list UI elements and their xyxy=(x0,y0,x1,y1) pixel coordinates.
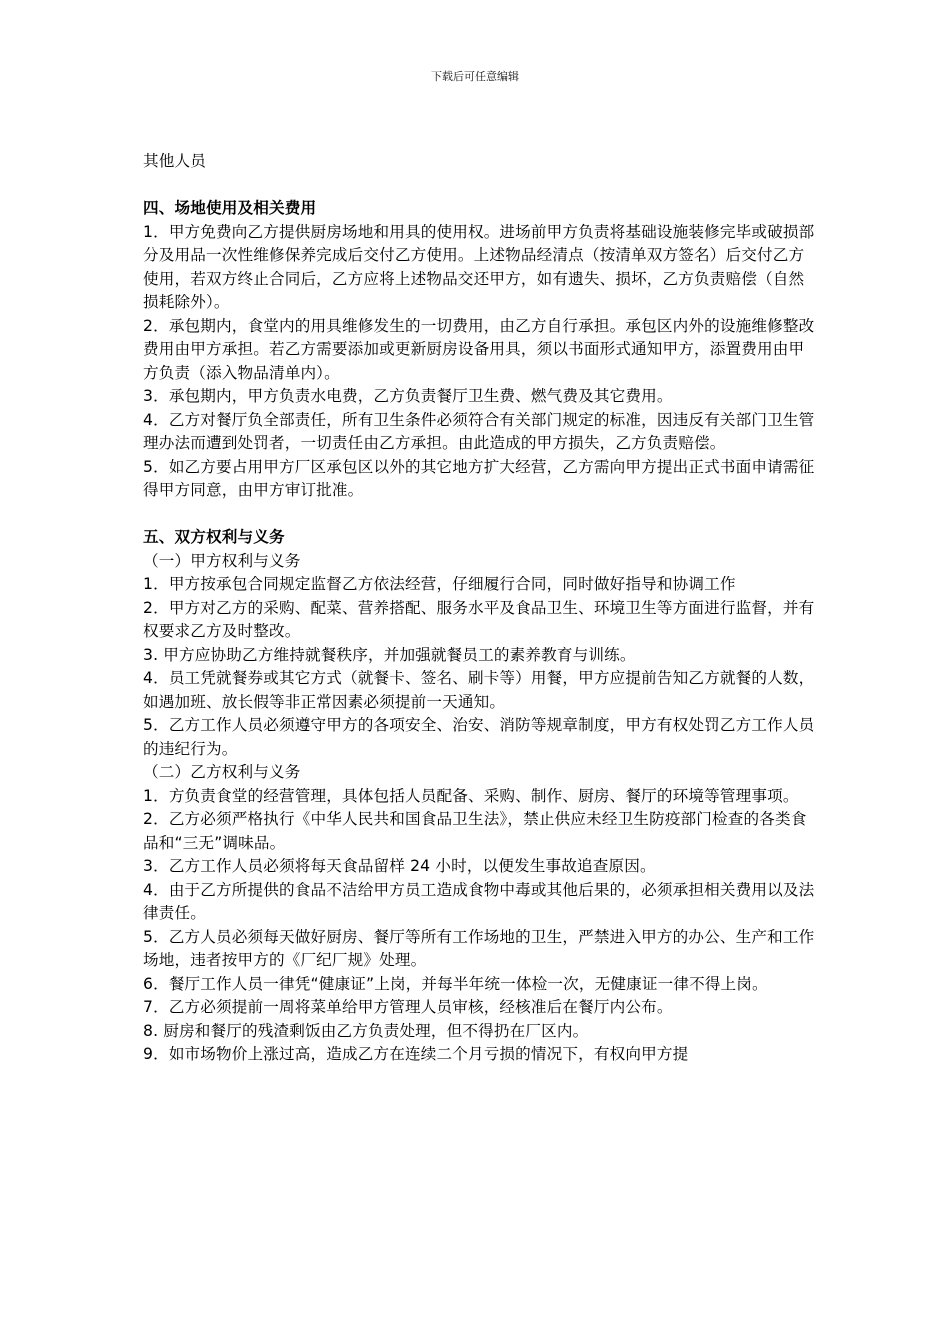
part-1-item-3: 3. 甲方应协助乙方维持就餐秩序，并加强就餐员工的素养教育与训练。 xyxy=(143,645,636,664)
part-2-item-2: 2．乙方必须严格执行《中华人民共和国食品卫生法》，禁止供应未经卫生防疫部门检查的各类食品和“三无”调味品。 xyxy=(143,810,807,852)
document-body xyxy=(143,150,815,1067)
part-1-item-4: 4．员工凭就餐券或其它方式（就餐卡、签名、刷卡等）用餐，甲方应提前告知乙方就餐的人数，如遇加班、放长假等非正常因素必须提前一天通知。 xyxy=(143,669,815,711)
spacer xyxy=(143,503,815,527)
section-4-item-3: 3．承包期内，甲方负责水电费，乙方负责餐厅卫生费、燃气费及其它费用。 xyxy=(143,387,673,405)
section-4-item-4: 4．乙方对餐厅负全部责任，所有卫生条件必须符合有关部门规定的标准，因违反有关部门卫生管理办法而遭到处罚者，一切责任由乙方承担。由此造成的甲方损失，乙方负责赔偿。 xyxy=(143,410,815,452)
part-2-item-3: 3．乙方工作人员必须将每天食品留样 24 小时，以便发生事故追查原因。 xyxy=(143,857,656,875)
section-4-heading: 四、场地使用及相关费用 xyxy=(143,199,317,217)
spacer xyxy=(143,174,815,198)
part-2-item-5: 5．乙方人员必须每天做好厨房、餐厅等所有工作场地的卫生，严禁进入甲方的办公、生产和工作场地，违者按甲方的《厂纪厂规》处理。 xyxy=(143,927,815,969)
section-5-part-2-heading: （二）乙方权利与义务 xyxy=(143,763,301,781)
section-4-item-1: 1．甲方免费向乙方提供厨房场地和用具的使用权。进场前甲方负责将基础设施装修完毕或破损部分及用品一次性维修保养完成后交付乙方使用。上述物品经清点（按清单双方签名）后交付乙方使用，若双方终止合同后，乙方应将上述物品交还甲方，如有遗失、损坏，乙方负责赔偿（自然损耗除外）。 xyxy=(143,222,815,311)
section-5-part-1-heading: （一）甲方权利与义务 xyxy=(143,551,301,570)
part-1-item-5: 5．乙方工作人员必须遵守甲方的各项安全、治安、消防等规章制度，甲方有权处罚乙方工作人员的违纪行为。 xyxy=(143,716,815,758)
part-2-item-7: 7．乙方必须提前一周将菜单给甲方管理人员审核，经核准后在餐厅内公布。 xyxy=(143,998,673,1016)
part-1-item-2: 2．甲方对乙方的采购、配菜、营养搭配、服务水平及食品卫生、环境卫生等方面进行监督，并有权要求乙方及时整改。 xyxy=(143,598,815,640)
part-2-item-9: 9．如市场物价上涨过高，造成乙方在连续二个月亏损的情况下，有权向甲方提 xyxy=(143,1045,689,1063)
section-5-heading: 五、双方权利与义务 xyxy=(143,528,285,546)
page-header: 下载后可任意编辑 xyxy=(431,70,519,83)
part-2-item-6: 6．餐厅工作人员一律凭“健康证”上岗，并每半年统一体检一次，无健康证一律不得上岗。 xyxy=(143,974,768,993)
part-2-item-1: 1．方负责食堂的经营管理，具体包括人员配备、采购、制作、厨房、餐厅的环境等管理事项。 xyxy=(143,786,799,805)
intro-line: 其他人员 xyxy=(143,152,206,170)
section-4-item-5: 5．如乙方要占用甲方厂区承包区以外的其它地方扩大经营，乙方需向甲方提出正式书面申请需征得甲方同意，由甲方审订批准。 xyxy=(143,457,815,499)
part-2-item-4: 4．由于乙方所提供的食品不洁给甲方员工造成食物中毒或其他后果的，必须承担相关费用以及法律责任。 xyxy=(143,880,815,922)
part-1-item-1: 1．甲方按承包合同规定监督乙方依法经营，仔细履行合同，同时做好指导和协调工作 xyxy=(143,575,736,593)
section-4-item-2: 2．承包期内，食堂内的用具维修发生的一切费用，由乙方自行承担。承包区内外的设施维修整改费用由甲方承担。若乙方需要添加或更新厨房设备用具，须以书面形式通知甲方，添置费用由甲方负责（添入物品清单内）。 xyxy=(143,316,815,382)
part-2-item-8: 8. 厨房和餐厅的残渣剩饭由乙方负责处理，但不得扔在厂区内。 xyxy=(143,1021,589,1040)
